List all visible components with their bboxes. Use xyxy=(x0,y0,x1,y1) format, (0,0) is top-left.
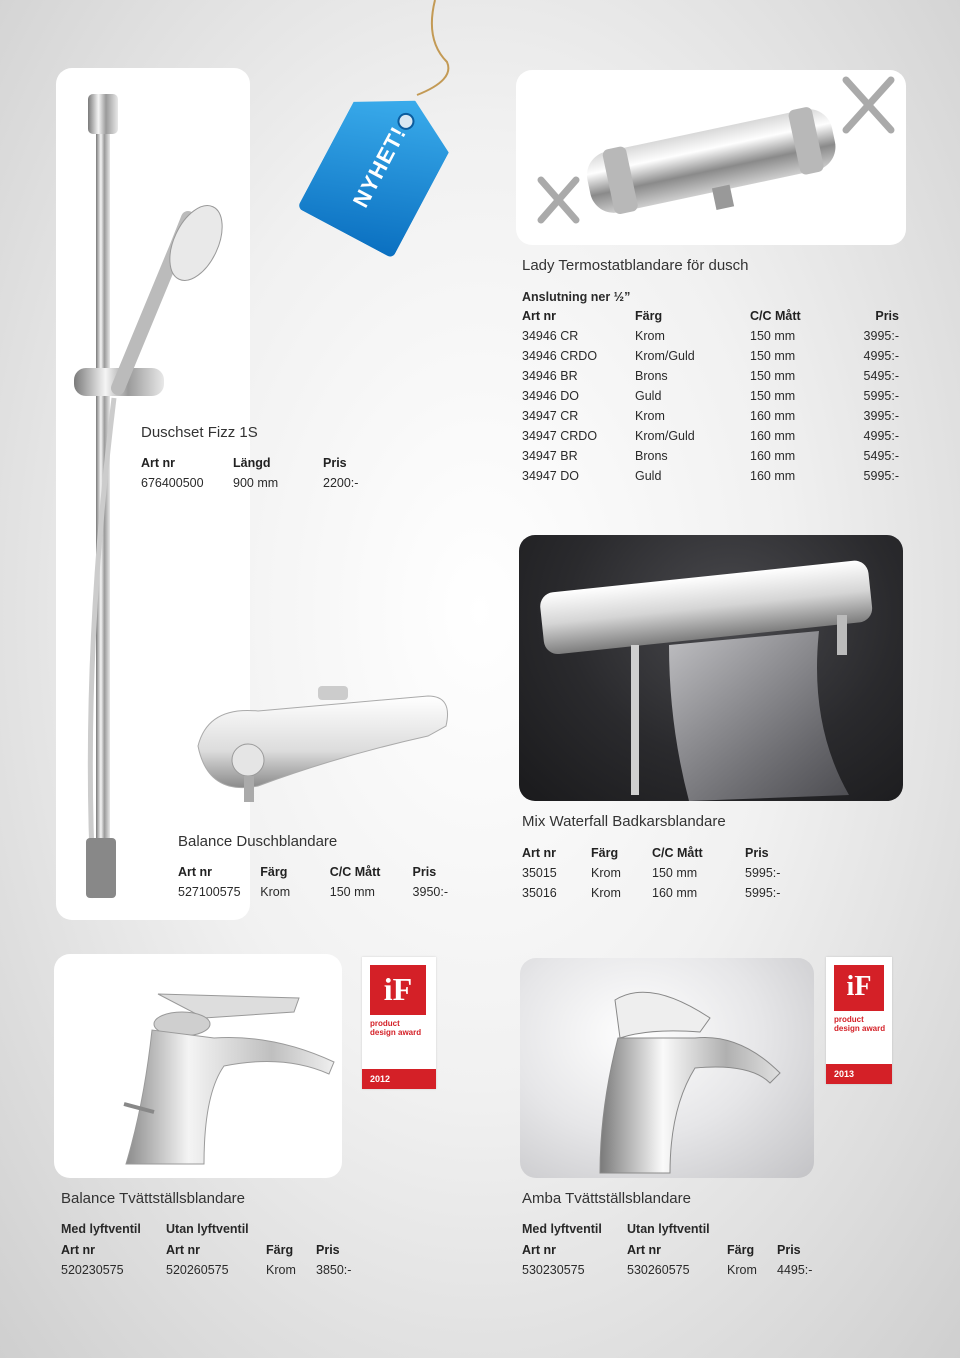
if-design-award-2013 xyxy=(826,957,892,1084)
cell: Guld xyxy=(635,389,662,403)
header-pris: Pris xyxy=(745,846,769,860)
award-line2: design award xyxy=(834,1024,886,1033)
cell: 160 mm xyxy=(750,409,796,423)
header-cc-matt: C/C Mått xyxy=(750,309,801,323)
cell: Krom xyxy=(635,409,665,423)
amba-price-table xyxy=(522,1240,822,1280)
cell: 35015 xyxy=(522,866,557,880)
cell: 160 mm xyxy=(750,429,796,443)
cell: 150 mm xyxy=(652,866,698,880)
table-row xyxy=(522,883,802,903)
cell: 160 mm xyxy=(750,469,796,483)
cell: 2200:- xyxy=(323,476,359,490)
cell: 520260575 xyxy=(166,1263,229,1277)
header-farg: Färg xyxy=(591,846,619,860)
cell: 530260575 xyxy=(627,1263,690,1277)
table-row xyxy=(522,366,899,386)
award-line1: product xyxy=(834,1015,864,1024)
award-year: 2012 xyxy=(370,1074,391,1084)
header-cc-matt: C/C Mått xyxy=(652,846,703,860)
balance-tvatt-med-lyftventil: Med lyftventil xyxy=(61,1222,141,1236)
cell: 530230575 xyxy=(522,1263,585,1277)
table-row xyxy=(61,1260,361,1280)
cell: 34946 BR xyxy=(522,369,578,383)
header-art-nr: Art nr xyxy=(522,309,557,323)
cell: Krom xyxy=(591,866,621,880)
mix-title: Mix Waterfall Badkarsblandare xyxy=(522,813,726,830)
balance-shower-mixer-image xyxy=(188,686,458,816)
header-pris: Pris xyxy=(777,1243,801,1257)
table-row xyxy=(522,326,899,346)
cell: Brons xyxy=(635,369,668,383)
cell: 3950:- xyxy=(412,885,448,899)
cell: 34947 BR xyxy=(522,449,578,463)
table-row xyxy=(522,863,802,883)
amba-utan-lyftventil: Utan lyftventil xyxy=(627,1222,710,1236)
amba-table-header xyxy=(522,1240,822,1260)
balance-dusch-title: Balance Duschblandare xyxy=(178,833,338,850)
cell: Krom xyxy=(266,1263,296,1277)
mix-price-table xyxy=(522,843,802,903)
cell: 3995:- xyxy=(863,409,899,423)
cell: 34947 CRDO xyxy=(522,429,598,443)
balance-tvatt-price-table xyxy=(61,1240,361,1280)
header-cc-matt: C/C Mått xyxy=(329,865,381,879)
if-logo-icon xyxy=(834,965,884,1011)
cell: Guld xyxy=(635,469,662,483)
mix-waterfall-photo xyxy=(519,535,903,801)
cell: 34946 CRDO xyxy=(522,349,598,363)
cell: Krom/Guld xyxy=(635,349,695,363)
header-pris: Pris xyxy=(412,865,437,879)
cell: Krom xyxy=(635,329,665,343)
header-pris: Pris xyxy=(316,1243,340,1257)
cell: 4495:- xyxy=(777,1263,813,1277)
nyhet-tag xyxy=(297,75,463,258)
header-art-nr: Art nr xyxy=(178,865,213,879)
table-row xyxy=(178,882,448,902)
header-pris: Pris xyxy=(323,456,347,470)
cell: 3995:- xyxy=(863,329,899,343)
cell: 4995:- xyxy=(863,429,899,443)
tag-string xyxy=(405,0,465,100)
fizz-price-table xyxy=(141,453,371,493)
header-farg: Färg xyxy=(260,865,288,879)
cell: 900 mm xyxy=(233,476,279,490)
cell: 150 mm xyxy=(750,329,796,343)
cell: 520230575 xyxy=(61,1263,124,1277)
cell: 5495:- xyxy=(863,369,899,383)
balance-dusch-table-header xyxy=(178,862,448,882)
balance-basin-photo xyxy=(54,954,342,1178)
table-row xyxy=(522,346,899,366)
table-row xyxy=(522,386,899,406)
cell: 150 mm xyxy=(750,349,796,363)
lady-title: Lady Termostatblandare för dusch xyxy=(522,257,749,274)
header-pris: Pris xyxy=(875,309,899,323)
lady-subtitle: Anslutning ner ½” xyxy=(522,290,631,304)
if-logo-icon xyxy=(370,965,426,1015)
cell: 160 mm xyxy=(750,449,796,463)
cell: 35016 xyxy=(522,886,557,900)
table-row xyxy=(522,426,899,446)
header-art-nr: Art nr xyxy=(61,1243,96,1257)
fizz-table-header xyxy=(141,453,371,473)
balance-tvatt-utan-lyftventil: Utan lyftventil xyxy=(166,1222,249,1236)
header-art-nr-2: Art nr xyxy=(166,1243,201,1257)
table-row xyxy=(522,466,899,486)
cell: 676400500 xyxy=(141,476,204,490)
table-row xyxy=(522,446,899,466)
amba-basin-photo xyxy=(520,958,814,1178)
cell: 3850:- xyxy=(316,1263,352,1277)
table-row xyxy=(522,1260,822,1280)
nyhet-tag-text: NYHET! xyxy=(347,122,412,212)
lady-thermostat-photo xyxy=(516,70,906,245)
mix-table-header xyxy=(522,843,802,863)
header-art-nr: Art nr xyxy=(522,1243,557,1257)
cell: 150 mm xyxy=(750,389,796,403)
cell: 5495:- xyxy=(863,449,899,463)
award-year: 2013 xyxy=(834,1069,855,1079)
cell: 34946 DO xyxy=(522,389,579,403)
cell: 5995:- xyxy=(745,866,781,880)
amba-title: Amba Tvättställsblandare xyxy=(522,1190,691,1207)
cell: 4995:- xyxy=(863,349,899,363)
award-line1: product xyxy=(370,1019,400,1028)
if-logo-text: iF xyxy=(383,971,413,1007)
fizz-title: Duschset Fizz 1S xyxy=(141,424,258,441)
cell: 34947 DO xyxy=(522,469,579,483)
cell: 5995:- xyxy=(863,469,899,483)
header-farg: Färg xyxy=(727,1243,755,1257)
cell: 34946 CR xyxy=(522,329,579,343)
lady-price-table xyxy=(522,306,899,486)
cell: 150 mm xyxy=(329,885,375,899)
cell: 5995:- xyxy=(863,389,899,403)
cell: Krom/Guld xyxy=(635,429,695,443)
header-art-nr-2: Art nr xyxy=(627,1243,662,1257)
table-row xyxy=(522,406,899,426)
header-langd: Längd xyxy=(233,456,271,470)
header-art-nr: Art nr xyxy=(141,456,176,470)
cell: 160 mm xyxy=(652,886,698,900)
cell: Krom xyxy=(260,885,291,899)
table-row xyxy=(141,473,371,493)
cell: Brons xyxy=(635,449,668,463)
award-line2: design award xyxy=(370,1028,422,1037)
header-farg: Färg xyxy=(635,309,663,323)
cell: Krom xyxy=(727,1263,757,1277)
amba-med-lyftventil: Med lyftventil xyxy=(522,1222,602,1236)
cell: 150 mm xyxy=(750,369,796,383)
cell: Krom xyxy=(591,886,621,900)
if-design-award-2012 xyxy=(362,957,436,1089)
balance-tvatt-title: Balance Tvättställsblandare xyxy=(61,1190,245,1207)
lady-table-header xyxy=(522,306,899,326)
if-logo-text: iF xyxy=(846,971,872,1002)
header-farg: Färg xyxy=(266,1243,294,1257)
balance-tvatt-table-header xyxy=(61,1240,361,1260)
header-art-nr: Art nr xyxy=(522,846,557,860)
cell: 34947 CR xyxy=(522,409,579,423)
cell: 527100575 xyxy=(178,885,241,899)
cell: 5995:- xyxy=(745,886,781,900)
balance-dusch-price-table xyxy=(178,862,448,902)
